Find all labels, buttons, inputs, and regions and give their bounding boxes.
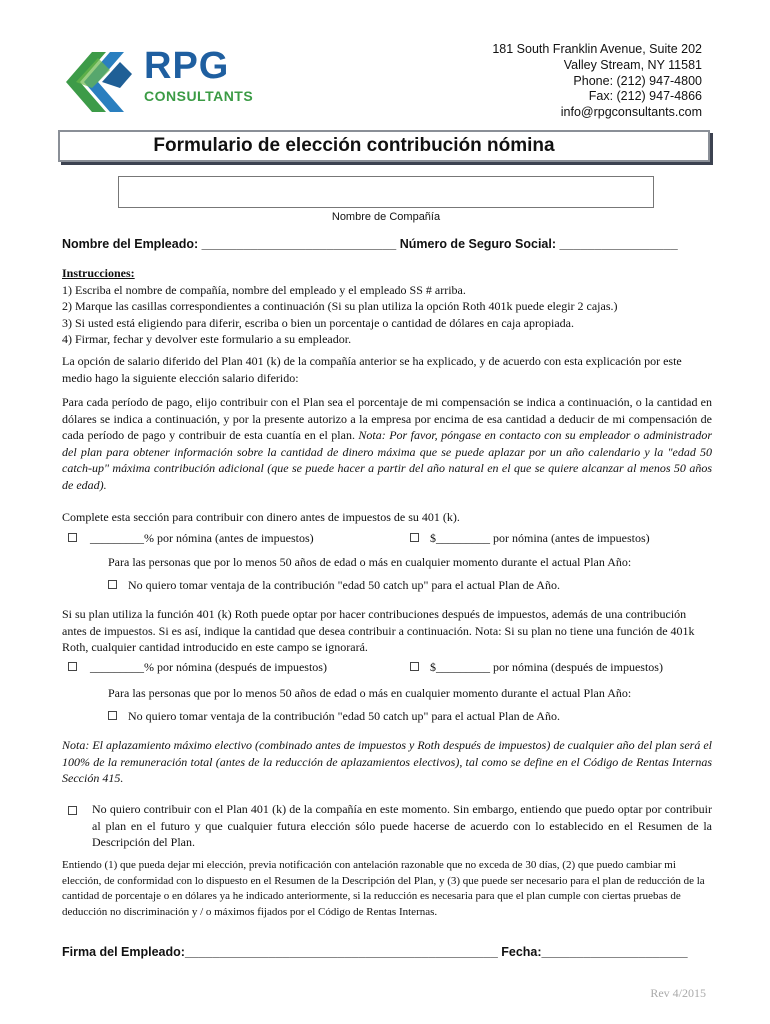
roth-catchup-label[interactable]: No quiero tomar ventaja de la contribución "edad 50 catch up" para el actual Plan de Año. xyxy=(128,709,560,723)
address-line: 181 South Franklin Avenue, Suite 202 xyxy=(492,42,702,56)
fax-line: Fax: (212) 947-4866 xyxy=(588,89,702,104)
roth-dollar-label[interactable]: $_________ por nómina (después de impuestos) xyxy=(430,660,663,674)
pretax-dollar-label[interactable]: $_________ por nómina (antes de impuestos) xyxy=(430,531,650,545)
instructions-heading: Instrucciones: xyxy=(62,266,135,280)
roth-dollar-option xyxy=(410,660,663,675)
revision-label: Rev 4/2015 xyxy=(650,986,706,1000)
employee-info-line[interactable]: Nombre del Empleado: ____________________________ Número de Seguro Social: _________________ xyxy=(62,237,678,251)
pay-period-text: Para cada período de pago, elijo contribuir con el Plan sea el porcentaje de mi compensación se indica a continuación, o la cantidad en dólares se indica a continuación, y por la presente autorizo a la empresa por encima de esa cantidad a deducir de mi compensación de cada período de pago y contribuir de esta cuantía en el plan. xyxy=(62,395,712,442)
roth-catchup-option xyxy=(108,709,560,724)
instructions xyxy=(62,265,712,348)
max-deferral-note xyxy=(62,737,712,787)
pretax-percent-label[interactable]: _________% por nómina (antes de impuestos) xyxy=(90,531,314,545)
roth-age-note: Para las personas que por lo menos 50 años de edad o más en cualquier momento durante el actual Plan Año: xyxy=(108,686,632,700)
pretax-percent-option xyxy=(68,531,314,546)
max-deferral-text: Nota: El aplazamiento máximo electivo (combinado antes de impuestos y Roth después de impuestos) de cualquier año del plan será el 100% de la remuneración total (antes de la reducción de aplazamientos electivos), tal como se define en el Código de Rentas Internas Sección 415. xyxy=(62,738,712,785)
pay-period-paragraph xyxy=(62,394,712,493)
pretax-catchup-option xyxy=(108,578,560,593)
pretax-age-note: Para las personas que por lo menos 50 años de edad o más en cualquier momento durante el actual Plan Año: xyxy=(108,555,632,569)
logo-sub: CONSULTANTS xyxy=(144,88,254,104)
no-contribute-checkbox[interactable] xyxy=(68,806,77,815)
form-title: Formulario de elección contribución nómina xyxy=(153,135,555,156)
email-line: info@rpgconsultants.com xyxy=(560,105,702,120)
address-line: Valley Stream, NY 11581 xyxy=(563,57,702,72)
pretax-catchup-checkbox[interactable] xyxy=(108,580,117,589)
explained-paragraph: La opción de salario diferido del Plan 401 (k) de la compañía anterior se ha explicado, y de acuerdo con esta explicación por este medio hago la siguiente elección salario diferido: xyxy=(62,354,682,385)
logo-brand: RPG xyxy=(144,45,230,87)
instruction-item: 4) Firmar, fechar y devolver este formulario a su empleador. xyxy=(62,332,352,346)
signature-date-line[interactable]: Firma del Empleado:_____________________________________________ Fecha:_____________________ xyxy=(62,945,688,959)
roth-dollar-checkbox[interactable] xyxy=(410,662,419,671)
roth-percent-checkbox[interactable] xyxy=(68,662,77,671)
pay-period-note: Nota: Por favor, póngase en contacto con su empleador o administrador del plan para obtener información sobre la cantidad de dinero máxima que se puede aplazar por un año calendario y la "edad 50 catch-up" máxima contribución adicional (que se puede hacer a partir del año natural en el que se quiere alcanzar al menos 50 años de edad). xyxy=(62,428,712,492)
roth-percent-option xyxy=(68,660,327,675)
roth-intro: Si su plan utiliza la función 401 (k) Roth puede optar por hacer contribuciones después de impuestos, además de una contribución antes de impuestos. Si es así, indique la cantidad que desea contribuir a continuación. Nota: Si su plan no tiene una función de 401k Roth, cualquier cantidad introducido en este campo se ignorará. xyxy=(62,607,695,654)
pretax-percent-checkbox[interactable] xyxy=(68,533,77,542)
roth-percent-label[interactable]: _________% por nómina (después de impuestos) xyxy=(90,660,327,674)
understanding-paragraph: Entiendo (1) que pueda dejar mi elección, previa notificación con antelación razonable que no exceda de 30 días, (2) que puedo cambiar mi elección, de conformidad con lo dispuesto en el Resumen de la Descripción del Plan, y (3) que puede ser necesario para el plan de reducción de la cantidad de porcentaje o en dólares ya he indicado anteriormente, si la reducción es necesaria para que el plan cumple con ciertas pruebas de deducción no discriminación y / o máximos fijados por el Código de Rentas Internas. xyxy=(62,859,705,918)
company-name-field[interactable] xyxy=(118,176,654,208)
roth-catchup-checkbox[interactable] xyxy=(108,711,117,720)
no-contribute-option xyxy=(68,802,77,820)
company-address xyxy=(492,42,702,121)
instruction-item: 2) Marque las casillas correspondientes a continuación (Si su plan utiliza la opción Roth 401k puede elegir 2 cajas.) xyxy=(62,299,618,313)
title-box xyxy=(58,130,710,162)
no-contribute-label[interactable]: No quiero contribuir con el Plan 401 (k) de la compañía en este momento. Sin embargo, entiendo que puedo optar por contribuir al plan en el futuro y que cualquier futura elección sólo puede hacerse de acuerdo con lo establecido en el Resumen de la Descripción del Plan. xyxy=(92,802,712,849)
phone-line: Phone: (212) 947-4800 xyxy=(573,73,702,88)
pretax-catchup-label[interactable]: No quiero tomar ventaja de la contribución "edad 50 catch up" para el actual Plan de Año. xyxy=(128,578,560,592)
pretax-dollar-option xyxy=(410,531,650,546)
pretax-dollar-checkbox[interactable] xyxy=(410,533,419,542)
instruction-item: 1) Escriba el nombre de compañía, nombre del empleado y el empleado SS # arriba. xyxy=(62,282,466,297)
instruction-item: 3) Si usted está eligiendo para diferir, escriba o bien un porcentaje o cantidad de dólares en caja apropiada. xyxy=(62,315,574,330)
company-name-label: Nombre de Compañía xyxy=(331,211,441,223)
pretax-intro: Complete esta sección para contribuir con dinero antes de impuestos de su 401 (k). xyxy=(62,510,460,524)
company-logo xyxy=(62,44,262,114)
